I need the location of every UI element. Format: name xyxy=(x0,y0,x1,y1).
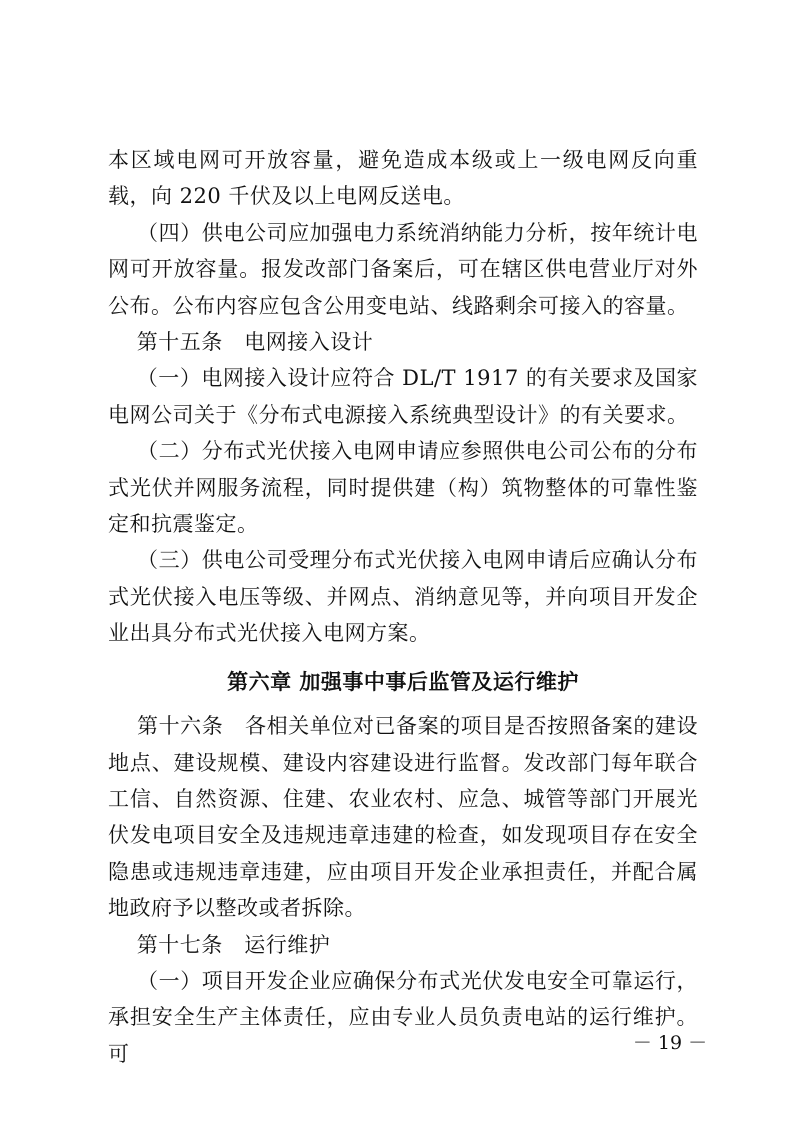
chapter-heading: 第六章 加强事中事后监管及运行维护 xyxy=(227,669,579,694)
article-15-item-2: （二）分布式光伏接入电网申请应参照供电公司公布的分布式光伏并网服务流程，同时提供建（构）筑物整体的可靠性鉴定和抗震鉴定。 xyxy=(108,439,699,537)
article-17-title: 第十七条 运行维护 xyxy=(108,932,331,957)
article-17-item-1: （一）项目开发企业应确保分布式光伏发电安全可靠运行，承担安全生产主体责任，应由专业人员负责电站的运行维护。可 xyxy=(108,968,699,1066)
article-16: 第十六条 各相关单位对已备案的项目是否按照备案的建设地点、建设规模、建设内容建设进行监督。发改部门每年联合工信、自然资源、住建、农业农村、应急、城管等部门开展光伏发电项目安全及违规违章违建的检查，如发现项目存在安全隐患或违规违章违建，应由项目开发企业承担责任，并配合属地政府予以整改或者拆除。 xyxy=(108,714,698,921)
article-15-title: 第十五条 电网接入设计 xyxy=(108,330,374,355)
article-15-item-3: （三）供电公司受理分布式光伏接入电网申请后应确认分布式光伏接入电压等级、并网点、消纳意见等，并向项目开发企业出具分布式光伏接入电网方案。 xyxy=(108,548,699,646)
page-body xyxy=(108,142,698,1072)
paragraph-item-4: （四）供电公司应加强电力系统消纳能力分析，按年统计电网可开放容量。报发改部门备案后，可在辖区供电营业厅对外公布。公布内容应包含公用变电站、线路剩余可接入的容量。 xyxy=(108,220,699,318)
page-number: － 19 － xyxy=(632,1032,708,1054)
paragraph-continuation: 本区域电网可开放容量，避免造成本级或上一级电网反向重载，向 220 千伏及以上电网反送电。 xyxy=(108,148,698,209)
article-15-item-1: （一）电网接入设计应符合 DL/T 1917 的有关要求及国家电网公司关于《分布式电源接入系统典型设计》的有关要求。 xyxy=(108,366,698,427)
